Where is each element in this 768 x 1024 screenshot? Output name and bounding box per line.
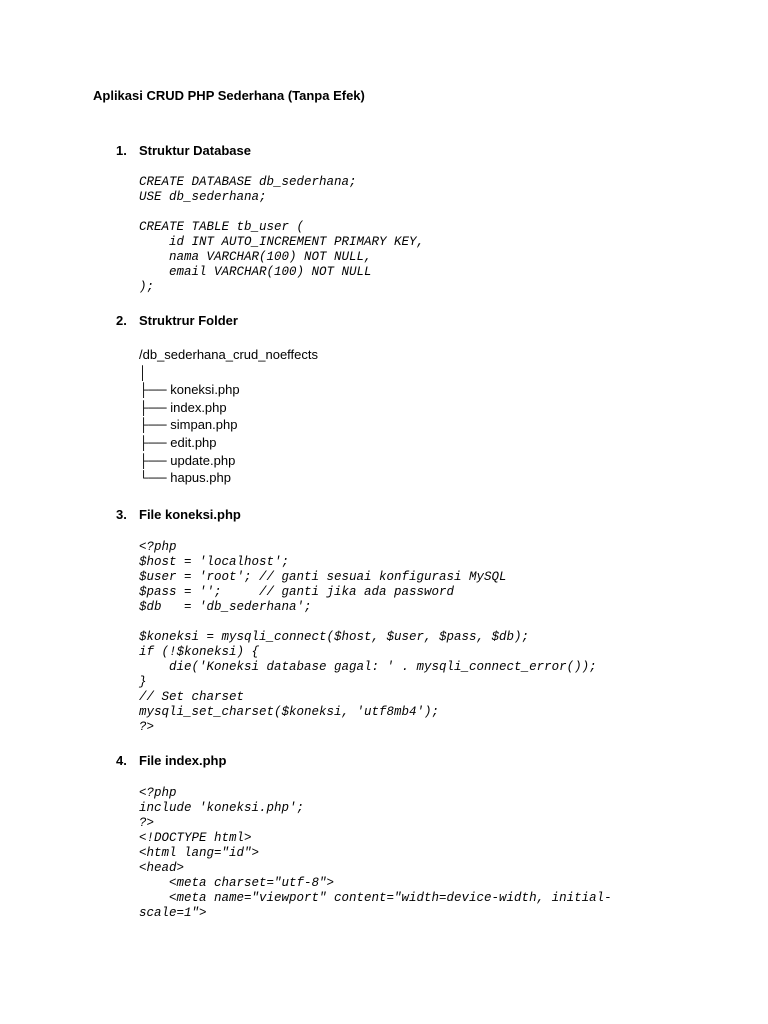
- section-number: 4.: [116, 753, 127, 768]
- koneksi-php-code-block: <?php $host = 'localhost'; $user = 'root'; // ganti sesuai konfigurasi MySQL $pass = ''; // ganti jika ada password $db = 'db_sederhana'; $koneksi = mysqli_connect($host, $user, $pass, $db); if (!$koneksi) { die('Koneksi database gagal: ' . mysqli_connect_error()); } // Set charset mysqli_set_charset($koneksi, 'utf8mb4'); ?>: [139, 540, 597, 734]
- section-heading-text: File index.php: [139, 753, 227, 768]
- document-title: Aplikasi CRUD PHP Sederhana (Tanpa Efek): [93, 88, 365, 103]
- section-heading-index: [116, 752, 226, 770]
- section-heading-text: Struktur Database: [139, 143, 251, 158]
- index-php-code-block: <?php include 'koneksi.php'; ?> <!DOCTYPE html> <html lang="id"> <head> <meta charset="utf-8"> <meta name="viewport" content="width=device-width, initial- scale=1">: [139, 786, 612, 920]
- section-heading-koneksi: [116, 506, 241, 524]
- section-heading-text: Struktrur Folder: [139, 313, 238, 328]
- section-heading-struktur-folder: [116, 312, 238, 330]
- section-heading-struktur-database: [116, 142, 251, 160]
- section-number: 2.: [116, 313, 127, 328]
- section-number: 1.: [116, 143, 127, 158]
- sql-code-block: CREATE DATABASE db_sederhana; USE db_sederhana; CREATE TABLE tb_user ( id INT AUTO_INCREMENT PRIMARY KEY, nama VARCHAR(100) NOT NULL, email VARCHAR(100) NOT NULL );: [139, 175, 425, 294]
- folder-tree: /db_sederhana_crud_noeffects │ ├── koneksi.php ├── index.php ├── simpan.php ├── edit.php ├── update.php └── hapus.php: [139, 347, 319, 486]
- section-number: 3.: [116, 507, 127, 522]
- section-heading-text: File koneksi.php: [139, 507, 241, 522]
